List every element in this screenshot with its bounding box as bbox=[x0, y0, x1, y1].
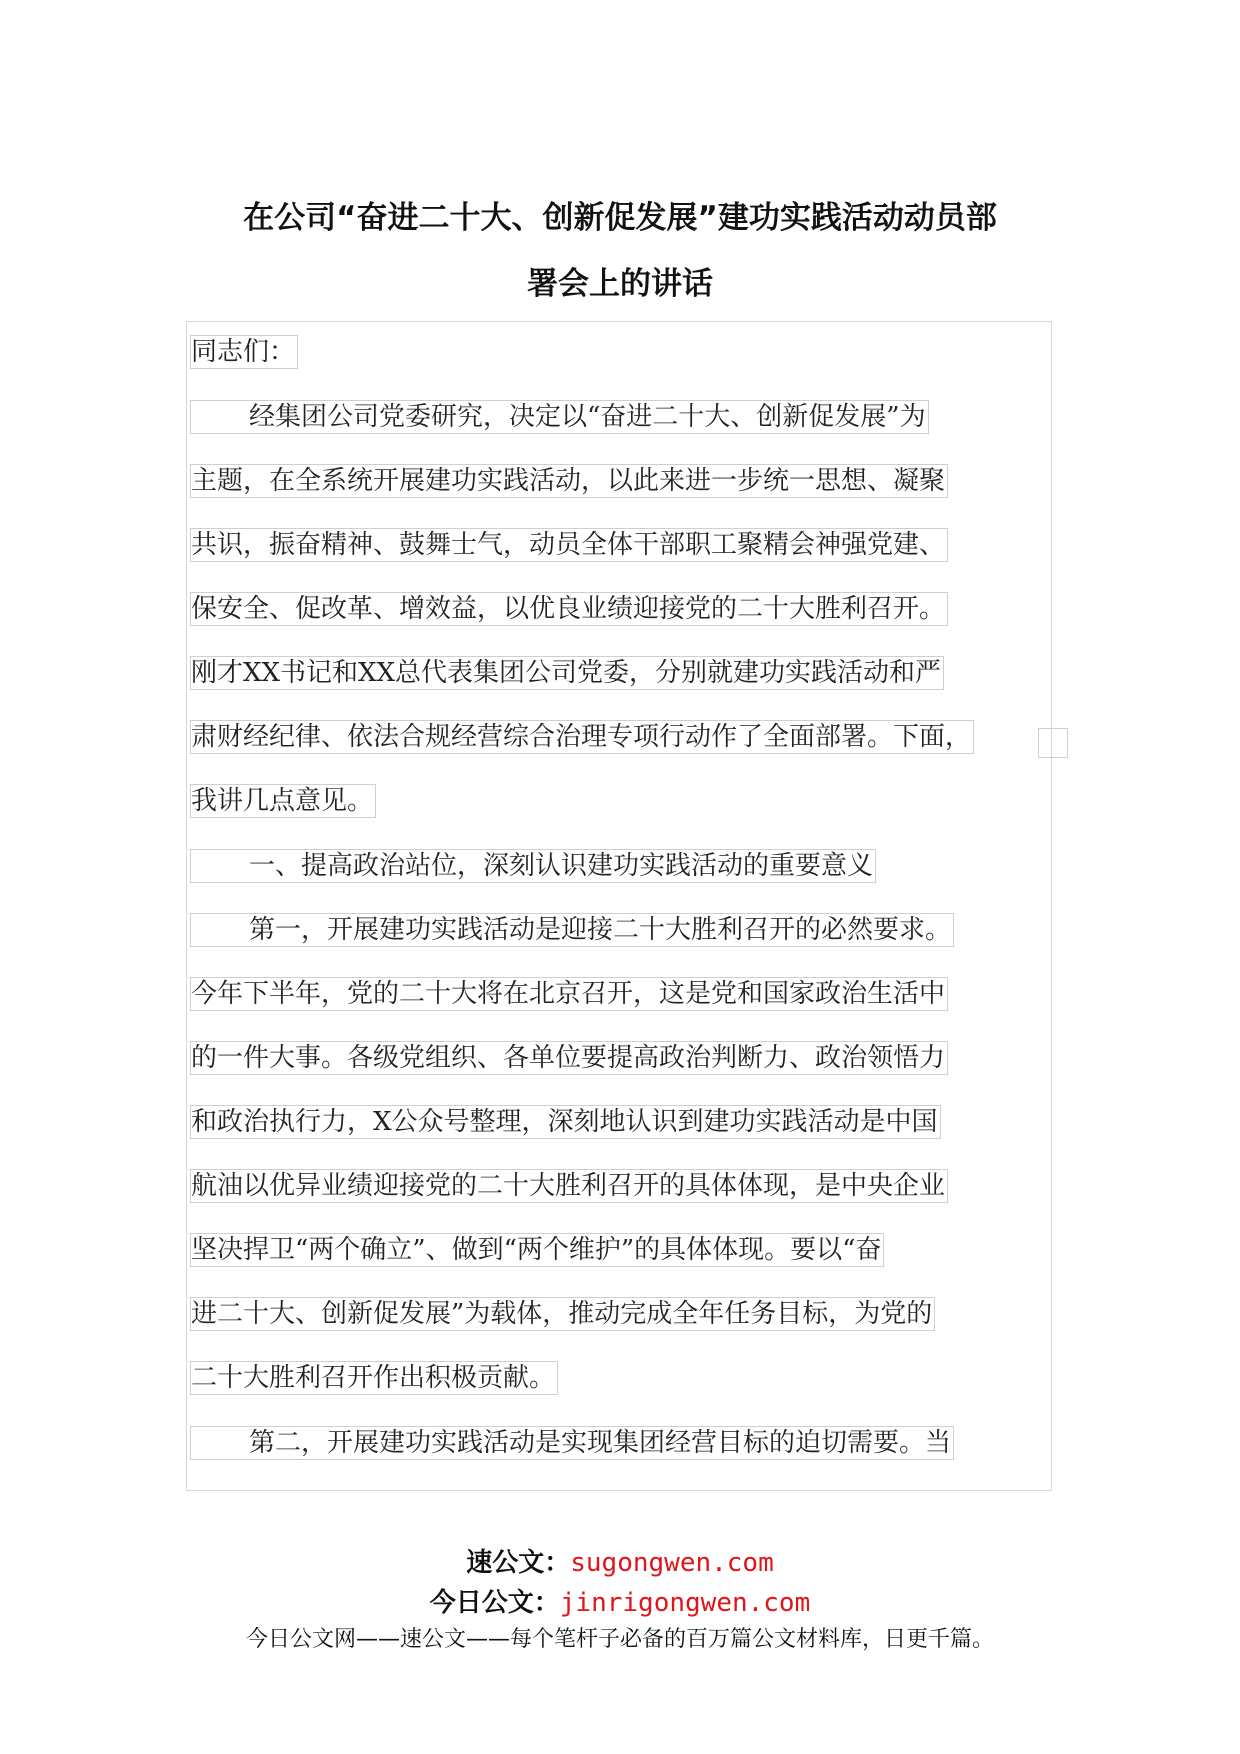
body-line-11: 的一件大事。各级党组织、各单位要提高政治判断力、政治领悟力 bbox=[190, 1041, 948, 1075]
body-line-1: 经集团公司党委研究，决定以“奋进二十大、创新促发展”为 bbox=[190, 400, 929, 434]
footer-jinrigongwen bbox=[0, 1582, 1240, 1619]
footer-tagline: 今日公文网——速公文——每个笔杆子必备的百万篇公文材料库，日更千篇。 bbox=[245, 1627, 994, 1652]
document-title-line-1: 在公司“奋进二十大、创新促发展”建功实践活动动员部 bbox=[243, 200, 997, 236]
section-heading-1: 一、提高政治站位，深刻认识建功实践活动的重要意义 bbox=[190, 849, 876, 883]
footer-label-1: 速公文： bbox=[466, 1548, 571, 1578]
body-line-17: 第二，开展建功实践活动是实现集团经营目标的迫切需要。当 bbox=[190, 1426, 954, 1460]
body-line-14: 坚决捍卫“两个确立”、做到“两个维护”的具体体现。要以“奋 bbox=[190, 1233, 884, 1267]
body-line-9: 第一，开展建功实践活动是迎接二十大胜利召开的必然要求。 bbox=[190, 913, 954, 947]
body-line-10: 今年下半年，党的二十大将在北京召开，这是党和国家政治生活中 bbox=[190, 977, 948, 1011]
body-line-16: 二十大胜利召开作出积极贡献。 bbox=[190, 1361, 558, 1395]
body-line-7: 我讲几点意见。 bbox=[190, 784, 376, 818]
body-line-12: 和政治执行力，X公众号整理，深刻地认识到建功实践活动是中国 bbox=[190, 1105, 941, 1139]
text-box-marker bbox=[1038, 728, 1068, 758]
body-line-4: 保安全、促改革、增效益，以优良业绩迎接党的二十大胜利召开。 bbox=[190, 592, 948, 626]
footer-label-2: 今日公文： bbox=[429, 1588, 560, 1618]
document-title-line-2: 署会上的讲话 bbox=[527, 266, 713, 302]
footer-link-sugongwen[interactable]: sugongwen.com bbox=[570, 1548, 774, 1578]
footer-link-jinrigongwen[interactable]: jinrigongwen.com bbox=[559, 1588, 811, 1618]
body-line-3: 共识，振奋精神、鼓舞士气，动员全体干部职工聚精会神强党建、 bbox=[190, 528, 948, 562]
body-line-2: 主题，在全系统开展建功实践活动，以此来进一步统一思想、凝聚 bbox=[190, 464, 948, 498]
body-line-15: 进二十大、创新促发展”为载体，推动完成全年任务目标，为党的 bbox=[190, 1297, 935, 1331]
salutation-line: 同志们： bbox=[190, 335, 298, 369]
footer-sugongwen bbox=[0, 1542, 1240, 1579]
body-line-6: 肃财经纪律、依法合规经营综合治理专项行动作了全面部署。下面， bbox=[190, 720, 974, 754]
body-line-5: 刚才XX书记和XX总代表集团公司党委，分别就建功实践活动和严 bbox=[190, 656, 944, 690]
body-line-13: 航油以优异业绩迎接党的二十大胜利召开的具体体现，是中央企业 bbox=[190, 1169, 948, 1203]
